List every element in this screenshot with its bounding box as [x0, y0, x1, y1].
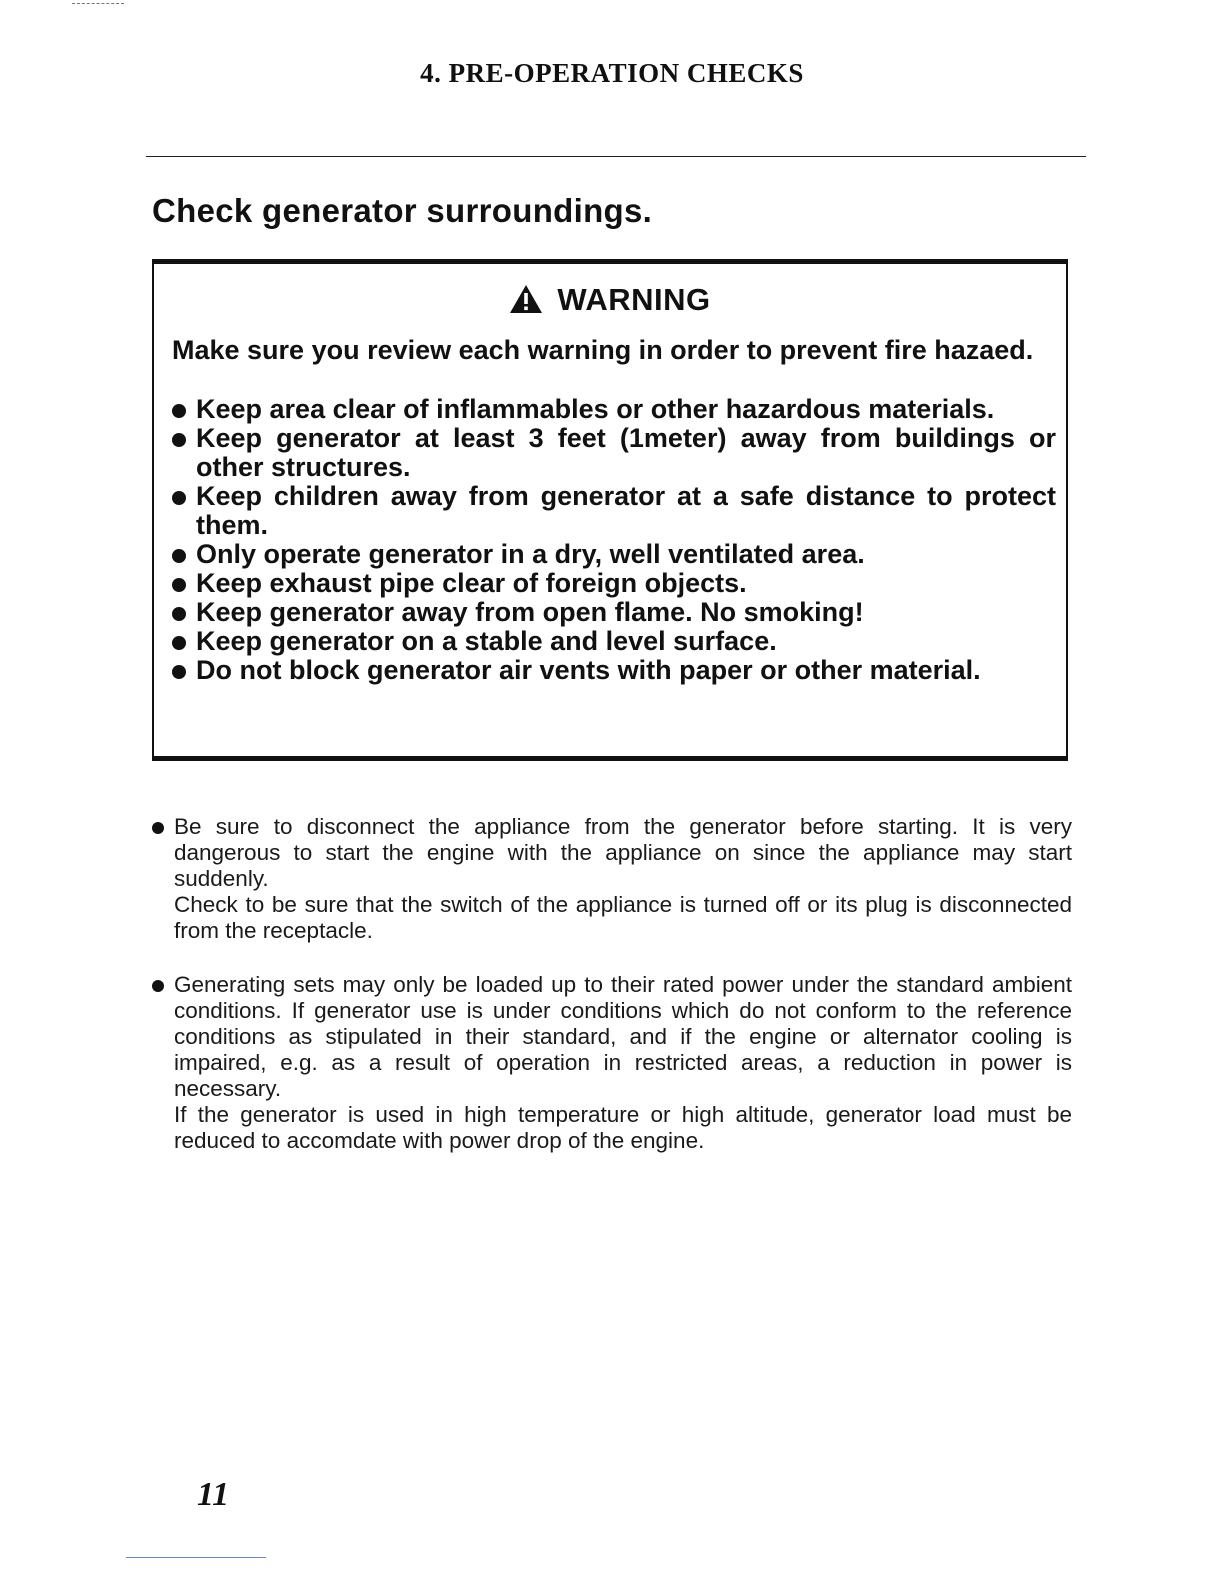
section-header: 4. PRE-OPERATION CHECKS: [420, 58, 804, 88]
bullet-icon: [172, 607, 186, 621]
note-paragraph: Check to be sure that the switch of the appliance is turned off or its plug is disconnected from the receptacle.: [174, 892, 1072, 943]
warning-heading: [154, 282, 1066, 318]
warning-heading-text: WARNING: [557, 282, 711, 317]
page-number: 11: [197, 1476, 230, 1513]
note-paragraph: If the generator is used in high temperature or high altitude, generator load must be reduced to accomdate with power drop of the engine.: [174, 1102, 1072, 1153]
warning-item: Keep generator at least 3 feet (1meter) away from buildings or other structures.: [172, 424, 1056, 482]
bullet-icon: [172, 404, 186, 418]
bullet-icon: [172, 665, 186, 679]
warning-list: [172, 395, 1056, 685]
warning-item: Keep generator away from open flame. No smoking!: [172, 598, 1056, 627]
warning-box: [152, 259, 1068, 761]
warning-intro: Make sure you review each warning in order to prevent fire hazaed.: [172, 335, 1034, 365]
page-title: Check generator surroundings.: [152, 192, 653, 229]
bullet-icon: [152, 822, 164, 834]
warning-item: Keep area clear of inflammables or other hazardous materials.: [172, 395, 1056, 424]
bullet-icon: [172, 433, 186, 447]
warning-item: Keep exhaust pipe clear of foreign objects.: [172, 569, 1056, 598]
bullet-icon: [152, 980, 164, 992]
note-paragraph: Generating sets may only be loaded up to their rated power under the standard ambient conditions. If generator use is under conditions which do not conform to the reference conditions as stipulated in their standard, and if the engine or alternator cooling is impaired, e.g. as a result of operation in restricted areas, a reduction in power is necessary.: [174, 972, 1072, 1101]
warning-item: Only operate generator in a dry, well ventilated area.: [172, 540, 1056, 569]
header-divider: [146, 156, 1086, 157]
bullet-icon: [172, 578, 186, 592]
scan-artifact-top: [72, 3, 124, 4]
note-item: [152, 972, 1072, 1154]
warning-item: Do not block generator air vents with paper or other material.: [172, 656, 1056, 685]
bullet-icon: [172, 636, 186, 650]
bullet-icon: [172, 491, 186, 505]
scan-artifact-bottom: [126, 1557, 266, 1558]
warning-item: Keep generator on a stable and level surface.: [172, 627, 1056, 656]
notes-section: [152, 814, 1072, 1182]
warning-triangle-icon: [509, 284, 543, 314]
bullet-icon: [172, 549, 186, 563]
warning-item: Keep children away from generator at a safe distance to protect them.: [172, 482, 1056, 540]
note-item: [152, 814, 1072, 944]
note-paragraph: Be sure to disconnect the appliance from the generator before starting. It is very dangerous to start the engine with the appliance on since the appliance may start suddenly.: [174, 814, 1072, 891]
